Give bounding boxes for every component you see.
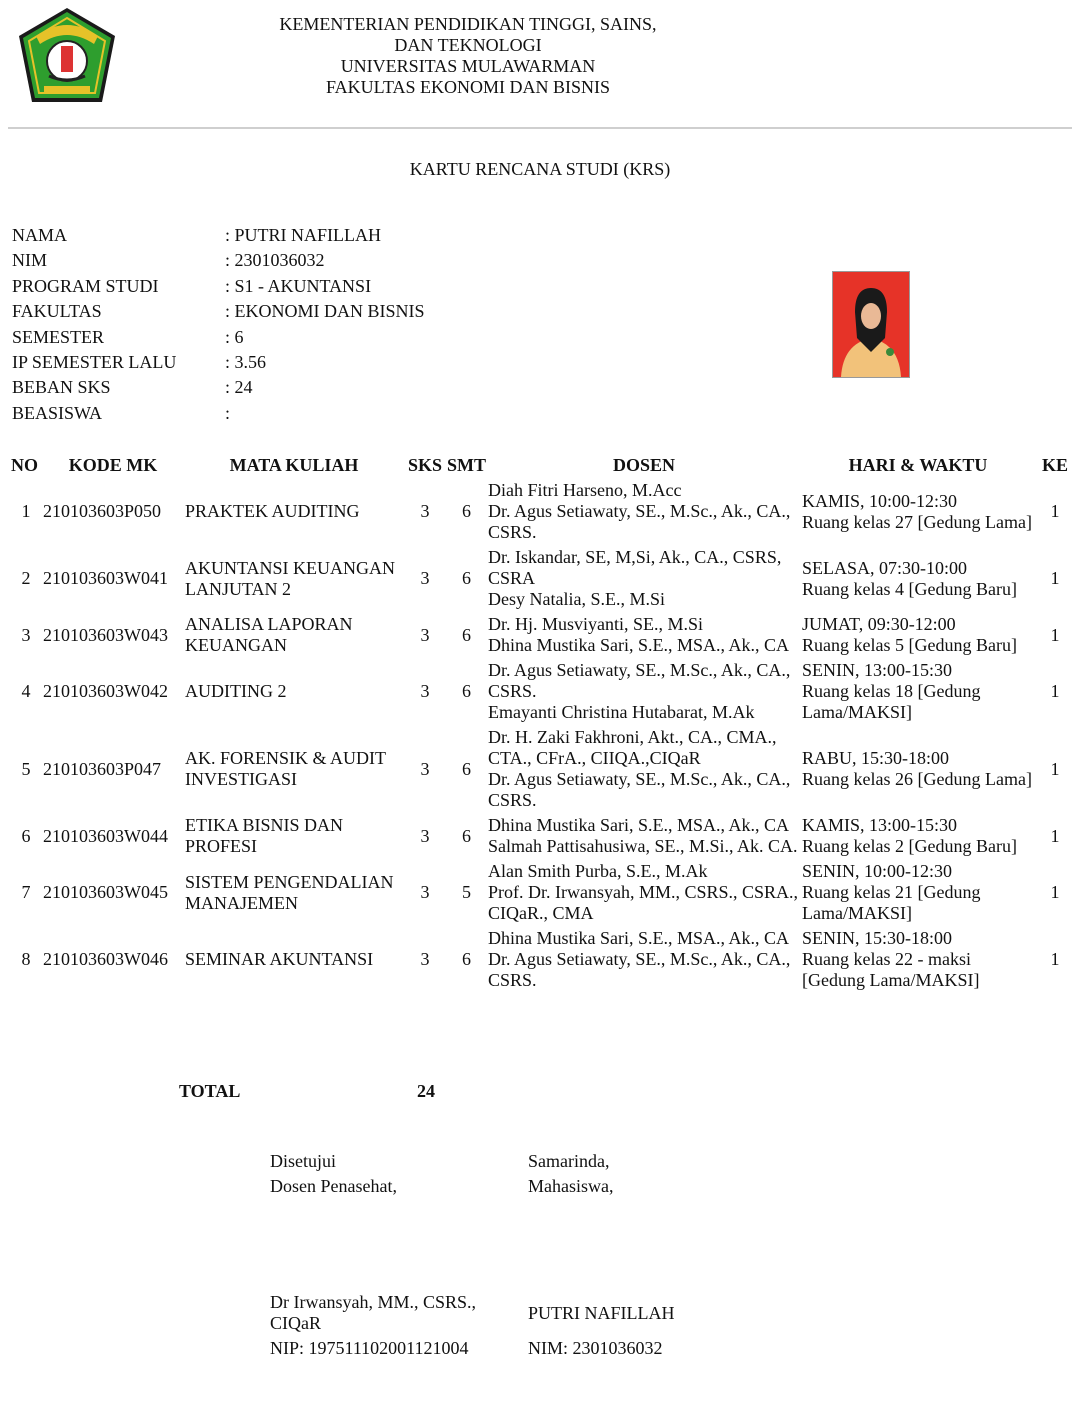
cell-no: 3 (21, 624, 31, 645)
table-row (10, 545, 1075, 612)
schedule-day-time: SENIN, 15:30-18:00 (802, 928, 953, 948)
lecturer-name: Emayanti Christina Hutabarat, M.Ak (488, 702, 755, 722)
info-label: SEMESTER (12, 326, 105, 347)
col-header-smt: SMT (447, 455, 487, 475)
cell-sks: 3 (420, 568, 430, 588)
schedule-day-time: KAMIS, 10:00-12:30 (802, 490, 958, 511)
table-row (10, 926, 1075, 993)
student-sign-nim: NIM: 2301036032 (528, 1338, 663, 1358)
advisor-name: Dr Irwansyah, MM., CSRS., CIQaR (270, 1292, 477, 1333)
cell-smt: 6 (462, 501, 471, 521)
cell-smt: 6 (462, 949, 471, 969)
cell-hari-waktu (801, 658, 1035, 725)
lecturer-name: Dr. H. Zaki Fakhroni, Akt., CA., CMA., CTA., CFrA., CIIQA.,CIQaR (488, 727, 777, 768)
schedule-room: Ruang kelas 22 - maksi [Gedung Lama/MAKSI] (802, 949, 980, 990)
course-table (10, 453, 1075, 993)
info-value: : 24 (225, 377, 253, 398)
advisor-label: Dosen Penasehat, (270, 1176, 397, 1196)
cell-sks: 3 (420, 949, 430, 969)
schedule-room: Ruang kelas 5 [Gedung Baru] (802, 635, 1017, 655)
document-title: KARTU RENCANA STUDI (KRS) (409, 159, 671, 179)
university-logo (16, 6, 118, 108)
cell-kode: 210103603W045 (43, 882, 168, 902)
cell-dosen (487, 725, 801, 813)
schedule-day-time: SENIN, 13:00-15:30 (802, 660, 953, 680)
cell-ke: 1 (1050, 681, 1060, 701)
cell-sks: 3 (420, 624, 430, 645)
info-label: PROGRAM STUDI (12, 275, 159, 296)
cell-dosen (487, 926, 801, 993)
lecturer-name: Prof. Dr. Irwansyah, MM., CSRS., CSRA., CIQaR., CMA (488, 882, 799, 923)
cell-smt: 6 (462, 681, 471, 701)
schedule-day-time: RABU, 15:30-18:00 (802, 748, 950, 768)
cell-dosen (487, 658, 801, 725)
cell-kode: 210103603W042 (43, 681, 168, 701)
cell-smt: 5 (462, 882, 471, 902)
student-photo (832, 271, 910, 378)
lecturer-name: Dhina Mustika Sari, S.E., MSA., Ak., CA (488, 815, 790, 835)
cell-mata-kuliah: AK. FORENSIK & AUDIT INVESTIGASI (185, 748, 386, 789)
lecturer-name: Dr. Hj. Musviyanti, SE., M.Si (488, 614, 704, 634)
cell-no: 1 (21, 501, 31, 521)
cell-no: 2 (21, 568, 31, 588)
cell-sks: 3 (420, 882, 430, 902)
cell-hari-waktu (801, 545, 1035, 612)
cell-mata-kuliah: ANALISA LAPORAN KEUANGAN (185, 614, 353, 655)
info-label: NAMA (12, 225, 68, 245)
schedule-room: Ruang kelas 21 [Gedung Lama/MAKSI] (802, 882, 981, 923)
cell-kode: 210103603P050 (43, 501, 162, 521)
col-header-hari-waktu: HARI & WAKTU (848, 455, 988, 475)
col-header-no: NO (11, 455, 38, 475)
schedule-room: Ruang kelas 2 [Gedung Baru] (802, 836, 1017, 856)
cell-mata-kuliah: ETIKA BISNIS DAN PROFESI (185, 815, 344, 856)
cell-sks: 3 (420, 825, 430, 846)
lecturer-name: Dr. Agus Setiawaty, SE., M.Sc., Ak., CA., CSRS. (488, 501, 791, 542)
cell-mata-kuliah: AUDITING 2 (185, 681, 287, 701)
header-line: UNIVERSITAS MULAWARMAN (340, 56, 596, 76)
cell-smt: 6 (462, 758, 471, 779)
cell-no: 4 (21, 681, 31, 701)
cell-hari-waktu (801, 725, 1035, 813)
schedule-day-time: SENIN, 10:00-12:30 (802, 861, 953, 881)
student-sign-name: PUTRI NAFILLAH (528, 1303, 675, 1323)
cell-smt: 6 (462, 624, 471, 645)
cell-hari-waktu (801, 478, 1035, 545)
table-row (10, 612, 1075, 658)
cell-ke: 1 (1050, 882, 1060, 902)
schedule-room: Ruang kelas 18 [Gedung Lama/MAKSI] (802, 681, 981, 722)
schedule-room: Ruang kelas 4 [Gedung Baru] (802, 578, 1017, 599)
table-row (10, 478, 1075, 545)
schedule-day-time: SELASA, 07:30-10:00 (802, 557, 968, 578)
cell-dosen (487, 478, 801, 545)
cell-smt: 6 (462, 568, 471, 588)
cell-ke: 1 (1050, 825, 1060, 846)
cell-dosen (487, 813, 801, 859)
cell-ke: 1 (1050, 949, 1060, 969)
cell-dosen (487, 612, 801, 658)
col-header-ke: KE (1042, 455, 1069, 475)
place-label: Samarinda, (528, 1151, 610, 1171)
cell-kode: 210103603W046 (43, 949, 168, 969)
info-value: : 3.56 (225, 352, 267, 372)
cell-hari-waktu (801, 926, 1035, 993)
lecturer-name: Dhina Mustika Sari, S.E., MSA., Ak., CA (488, 928, 790, 948)
lecturer-name: Salmah Pattisahusiwa, SE., M.Si., Ak. CA. (488, 836, 798, 856)
info-label: BEASISWA (12, 402, 103, 423)
advisor-nip: NIP: 197511102001121004 (270, 1338, 469, 1358)
info-value: : (225, 402, 231, 423)
info-value: : S1 - AKUNTANSI (225, 275, 372, 296)
cell-mata-kuliah: PRAKTEK AUDITING (185, 501, 360, 521)
lecturer-name: Alan Smith Purba, S.E., M.Ak (488, 861, 708, 881)
table-header-row (10, 453, 1075, 478)
table-row (10, 813, 1075, 859)
col-header-sks: SKS (407, 455, 443, 475)
header-divider (8, 127, 1072, 129)
cell-sks: 3 (420, 501, 430, 521)
lecturer-name: Dr. Agus Setiawaty, SE., M.Sc., Ak., CA., CSRS. (488, 949, 791, 990)
student-sign-label: Mahasiswa, (528, 1176, 614, 1196)
info-label: FAKULTAS (12, 301, 102, 322)
table-row (10, 859, 1075, 926)
cell-no: 6 (21, 825, 31, 846)
approval-label: Disetujui (270, 1151, 336, 1171)
cell-no: 5 (21, 758, 31, 779)
col-header-kode: KODE MK (68, 455, 158, 475)
header-line: FAKULTAS EKONOMI DAN BISNIS (325, 77, 611, 97)
cell-dosen (487, 859, 801, 926)
info-label: NIM (12, 250, 47, 271)
institution-header (268, 14, 668, 98)
cell-ke: 1 (1050, 501, 1060, 521)
info-value: : 6 (225, 326, 244, 347)
cell-mata-kuliah: AKUNTANSI KEUANGAN LANJUTAN 2 (185, 557, 396, 599)
lecturer-name: Dr. Agus Setiawaty, SE., M.Sc., Ak., CA., CSRS. (488, 769, 791, 810)
col-header-mata-kuliah: MATA KULIAH (229, 455, 359, 475)
cell-kode: 210103603W041 (43, 568, 168, 588)
lecturer-name: Dhina Mustika Sari, S.E., MSA., Ak., CA (488, 635, 790, 655)
schedule-room: Ruang kelas 26 [Gedung Lama] (802, 769, 1032, 789)
info-value: : 2301036032 (225, 250, 325, 271)
info-value: : EKONOMI DAN BISNIS (225, 301, 425, 322)
info-label: BEBAN SKS (12, 377, 111, 398)
schedule-day-time: KAMIS, 13:00-15:30 (802, 815, 958, 835)
total-sks: 24 (417, 1081, 435, 1101)
lecturer-name: Dr. Iskandar, SE, M,Si, Ak., CA., CSRS, CSRA (488, 547, 782, 588)
header-line: DAN TEKNOLOGI (394, 35, 542, 55)
cell-mata-kuliah: SEMINAR AKUNTANSI (185, 949, 374, 969)
cell-hari-waktu (801, 813, 1035, 859)
cell-ke: 1 (1050, 624, 1060, 645)
cell-no: 8 (21, 949, 31, 969)
total-label: TOTAL (179, 1081, 241, 1101)
lecturer-name: Dr. Agus Setiawaty, SE., M.Sc., Ak., CA., CSRS. (488, 660, 791, 701)
info-label: IP SEMESTER LALU (12, 352, 177, 372)
cell-smt: 6 (462, 825, 471, 846)
schedule-day-time: JUMAT, 09:30-12:00 (802, 614, 956, 634)
col-header-dosen: DOSEN (613, 455, 676, 475)
info-value: : PUTRI NAFILLAH (225, 225, 381, 245)
cell-sks: 3 (420, 681, 430, 701)
lecturer-name: Diah Fitri Harseno, M.Acc (488, 480, 682, 500)
cell-dosen (487, 545, 801, 612)
table-row (10, 725, 1075, 813)
cell-no: 7 (21, 882, 31, 902)
lecturer-name: Desy Natalia, S.E., M.Si (488, 589, 666, 609)
cell-kode: 210103603P047 (43, 758, 162, 779)
cell-kode: 210103603W044 (43, 825, 168, 846)
table-row (10, 658, 1075, 725)
cell-hari-waktu (801, 859, 1035, 926)
schedule-room: Ruang kelas 27 [Gedung Lama] (802, 511, 1032, 532)
cell-ke: 1 (1050, 758, 1060, 779)
cell-mata-kuliah: SISTEM PENGENDALIAN MANAJEMEN (185, 871, 394, 913)
header-line: KEMENTERIAN PENDIDIKAN TINGGI, SAINS, (279, 14, 657, 34)
cell-sks: 3 (420, 758, 430, 779)
cell-ke: 1 (1050, 568, 1060, 588)
cell-kode: 210103603W043 (43, 624, 168, 645)
cell-hari-waktu (801, 612, 1035, 658)
